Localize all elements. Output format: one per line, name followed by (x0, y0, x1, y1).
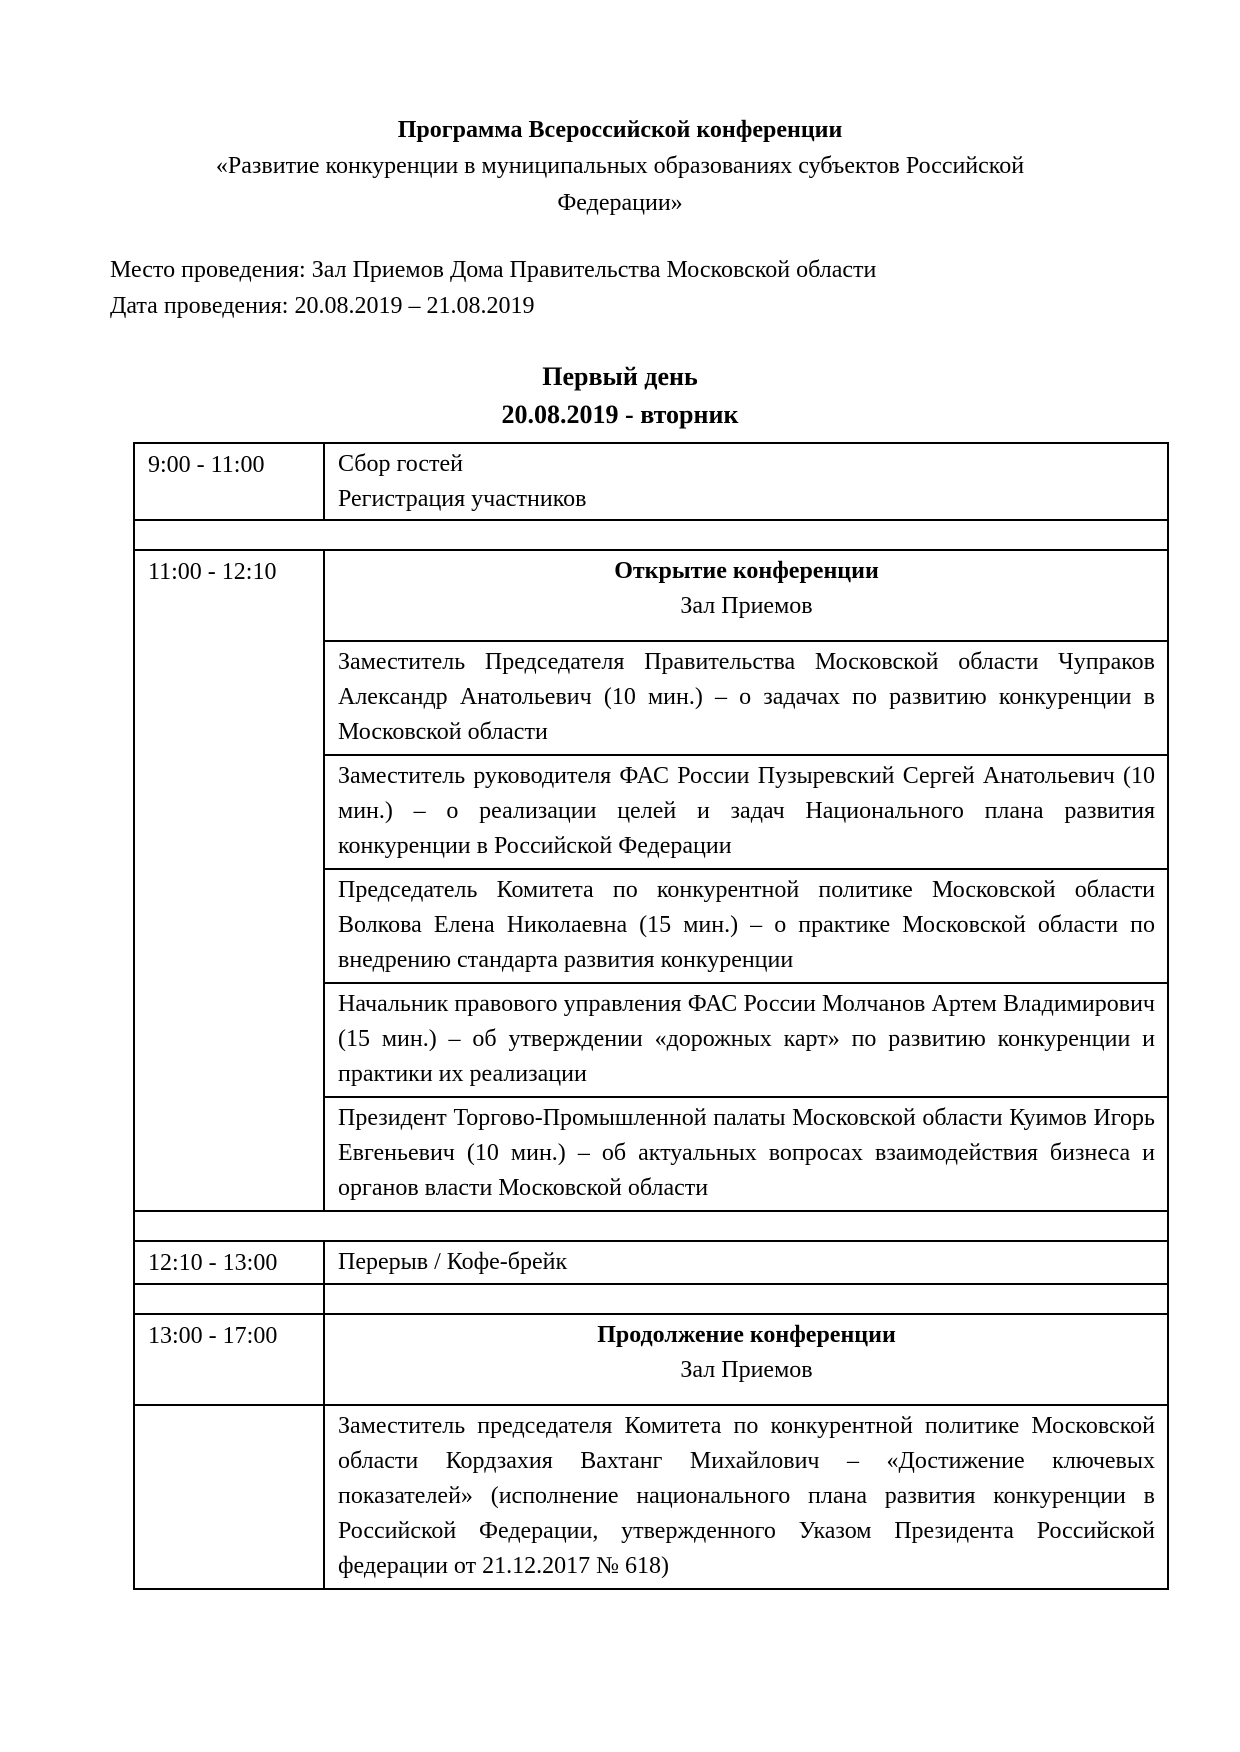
time-cell-empty (134, 1405, 324, 1589)
coffee-break-row (134, 1241, 1168, 1284)
session-header-cell (324, 1314, 1168, 1405)
spacer-cell (324, 1284, 1168, 1314)
spacer-row (134, 520, 1168, 550)
meta-block (110, 252, 1130, 324)
speaker-text: Заместитель председателя Комитета по конкурентной политике Московской области Кордзахия Вахтанг Михайлович – «Достижение ключевых показателей» (исполнение национального плана развития конкуренции в Российской Федерации, утвержденного Указом Президента Российской федерации от 21.12.2017 № 618) (324, 1405, 1168, 1589)
time-cell: 12:10 - 13:00 (134, 1241, 324, 1284)
spacer-row (134, 1211, 1168, 1241)
spacer-row (134, 1284, 1168, 1314)
speaker-text: Начальник правового управления ФАС России Молчанов Артем Владимирович (15 мин.) – об утверждении «дорожных карт» по развитию конкуренции и практики их реализации (324, 983, 1168, 1097)
venue-line: Место проведения: Зал Приемов Дома Правительства Московской области (110, 257, 877, 283)
speaker-text: Заместитель руководителя ФАС России Пузыревский Сергей Анатольевич (10 мин.) – о реализации целей и задач Национального плана развития конкуренции в Российской Федерации (324, 755, 1168, 869)
continuation-session-row (134, 1314, 1168, 1405)
speaker-text: Председатель Комитета по конкурентной политике Московской области Волкова Елена Николаевна (15 мин.) – о практике Московской области по внедрению стандарта развития конкуренции (324, 869, 1168, 983)
session-venue: Зал Приемов (680, 1357, 813, 1383)
event-cell (324, 443, 1168, 520)
session-venue: Зал Приемов (680, 593, 813, 619)
schedule-table (133, 442, 1169, 1590)
spacer-cell (134, 1211, 1168, 1241)
speaker-text: Президент Торгово-Промышленной палаты Московской области Куимов Игорь Евгеньевич (10 мин.) – об актуальных вопросах взаимодействия бизнеса и органов власти Московской области (324, 1097, 1168, 1211)
opening-session-row (134, 550, 1168, 641)
spacer-cell (134, 520, 1168, 550)
document-header (110, 112, 1130, 434)
day-title: Первый день (542, 362, 698, 391)
time-cell: 11:00 - 12:10 (134, 550, 324, 1211)
event-line: Регистрация участников (338, 486, 587, 512)
document-subtitle: «Развитие конкуренции в муниципальных образованиях субъектов Российской Федерации» (215, 153, 1025, 216)
registration-row (134, 443, 1168, 520)
continuation-speaker-row (134, 1405, 1168, 1589)
time-cell: 13:00 - 17:00 (134, 1314, 324, 1405)
session-title: Продолжение конференции (597, 1322, 896, 1348)
day-date: 20.08.2019 - вторник (501, 400, 739, 429)
day-heading-block (110, 358, 1130, 434)
document-title: Программа Всероссийской конференции (397, 117, 843, 143)
spacer-time-cell (134, 1284, 324, 1314)
event-cell: Перерыв / Кофе-брейк (324, 1241, 1168, 1284)
event-line: Сбор гостей (338, 451, 463, 477)
time-cell: 9:00 - 11:00 (134, 443, 324, 520)
date-line: Дата проведения: 20.08.2019 – 21.08.2019 (110, 293, 535, 319)
speaker-text: Заместитель Председателя Правительства Московской области Чупраков Александр Анатольевич (10 мин.) – о задачах по развитию конкуренции в Московской области (324, 641, 1168, 755)
session-header-cell (324, 550, 1168, 641)
session-title: Открытие конференции (614, 558, 879, 584)
